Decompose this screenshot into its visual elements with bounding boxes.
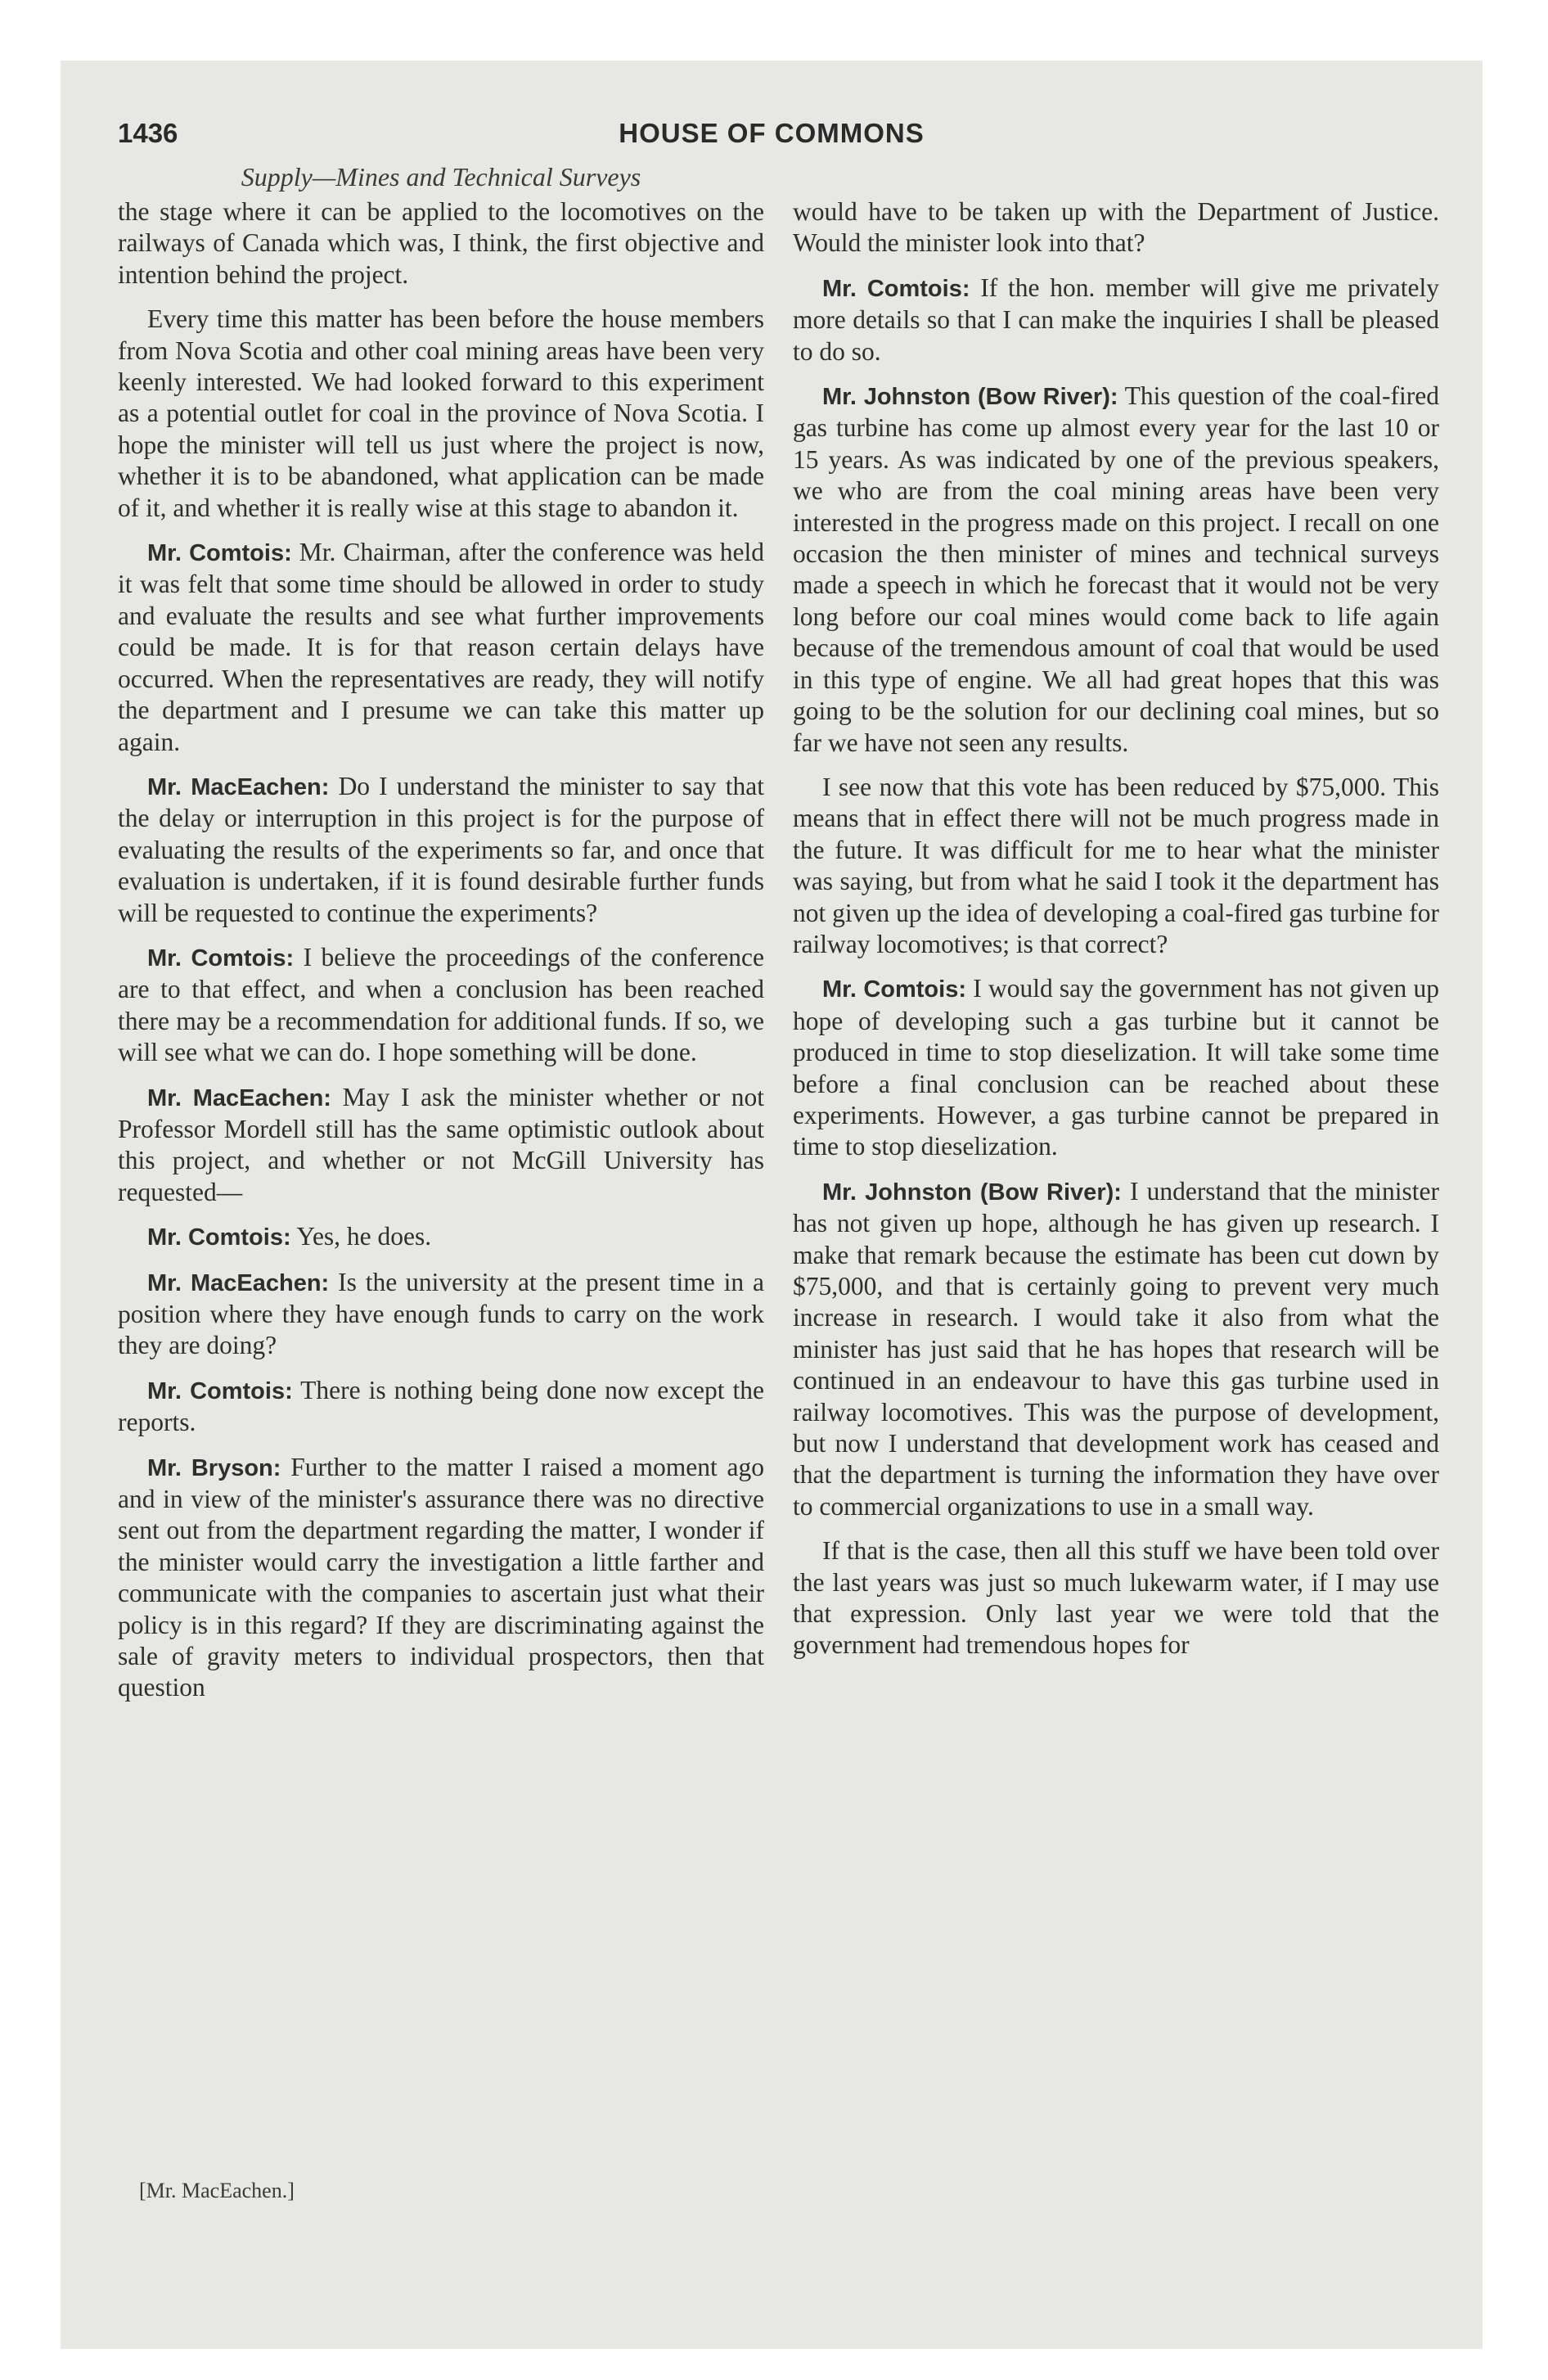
- speaker-name: Mr. Comtois:: [822, 976, 966, 1003]
- speaker-name: Mr. MacEachen:: [147, 1269, 330, 1296]
- paragraph: [118, 1375, 764, 1439]
- speaker-name: Mr. MacEachen:: [147, 773, 330, 800]
- paragraph: [118, 1082, 764, 1209]
- speaker-attribution: [Mr. MacEachen.]: [139, 2179, 295, 2202]
- page-number: 1436: [118, 118, 178, 148]
- paragraph-text: Further to the matter I raised a moment ago and in view of the minister's assurance there was no directive sent out from the department regarding the matter, I wonder if the minister would carry the investigation a little farther and communicate with the companies to ascertain just what their policy is in this regard? If they are discriminating against the sale of gravity meters to individual prospectors, then that question: [118, 1452, 765, 1702]
- paragraph-text: I would say the government has not given up hope of developing such a gas turbine but it cannot be produced in time to stop dieselization. It will take some time before a final conclusion can be reached about these experiments. However, a gas turbine cannot be prepared in time to stop dieselization.: [793, 974, 1439, 1161]
- paragraph-text: Do I understand the minister to say that the delay or interruption in this project is for the purpose of evaluating the results of the experiments so far, and once that evaluation is undertaken, if it is found desirable further funds will be requested to continue the experiments?: [118, 771, 765, 927]
- speaker-name: Mr. Comtois:: [147, 1377, 293, 1404]
- paragraph: [793, 1176, 1439, 1522]
- speaker-name: Mr. Bryson:: [147, 1454, 281, 1481]
- speaker-name: Mr. Johnston (Bow River):: [822, 384, 1118, 411]
- paragraph-text: Mr. Chairman, after the conference was held it was felt that some time should be allowed in order to study and evaluate the results and see what further improvements could be made. It is for that reason certain delays have occurred. When the representatives are ready, they will notify the department and I presume we can take this matter up again.: [118, 538, 764, 756]
- paragraph: [793, 196, 1439, 259]
- paragraph: [118, 537, 764, 758]
- paragraph-text: would have to be taken up with the Department of Justice. Would the minister look into that?: [793, 197, 1439, 258]
- paragraph: [118, 196, 764, 291]
- speaker-name: Mr. Comtois:: [147, 944, 295, 971]
- speaker-name: Mr. Comtois:: [147, 1224, 291, 1251]
- paragraph-text: Is the university at the present time in a position where they have enough funds to carry on the work they are doing?: [118, 1267, 765, 1360]
- speaker-name: Mr. Johnston (Bow River):: [822, 1179, 1122, 1206]
- paragraph-text: I see now that this vote has been reduced by $75,000. This means that in effect there will not be much progress made in the future. It was difficult for me to hear what the minister was saying, but from what he said I took it the department has not given up the idea of developing a coal-fired gas turbine for railway locomotives; is that correct?: [793, 772, 1439, 958]
- paragraph: [793, 772, 1439, 960]
- speaker-name: Mr. MacEachen:: [147, 1084, 331, 1111]
- speaker-name: Mr. Comtois:: [147, 540, 292, 567]
- speaker-name: Mr. Comtois:: [822, 275, 970, 302]
- paragraph: [793, 273, 1439, 367]
- paragraph: [118, 771, 764, 929]
- paragraph-text: If the hon. member will give me privately more details so that I can make the inquiries I shall be pleased to do so.: [793, 273, 1439, 366]
- left-column: [118, 196, 764, 1717]
- paragraph-text: There is nothing being done now except the reports.: [118, 1375, 764, 1437]
- paragraph-text: This question of the coal-fired gas turbine has come up almost every year for the last 10 or 15 years. As was indicated by one of the previous speakers, we who are from the coal mining areas have been very interested in the progress made on this project. I recall on one occasion the then minister of mines and technical surveys made a speech in which he forecast that it would not be very long before our coal mines would come back to life again because of the tremendous amount of coal that would be used in this type of engine. We all had great hopes that this was going to be the solution for our declining coal mines, but so far we have not seen any results.: [793, 381, 1439, 757]
- right-column: [793, 196, 1439, 1675]
- page-scan: [61, 61, 1483, 2349]
- paragraph: [793, 381, 1439, 759]
- paragraph: [793, 1535, 1439, 1661]
- journal-title: HOUSE OF COMMONS: [619, 118, 925, 148]
- paragraph-text: I believe the proceedings of the conference are to that effect, and when a conclusion has been reached there may be a recommendation for additional funds. If so, we will see what we can do. I hope something will be done.: [118, 942, 764, 1067]
- paragraph: [118, 1267, 764, 1362]
- section-subheading: Supply—Mines and Technical Surveys: [241, 162, 641, 192]
- paragraph-text: If that is the case, then all this stuff we have been told over the last years was just so much lukewarm water, if I may use that expression. Only last year we were told that the government had tremendous hopes for: [793, 1536, 1439, 1660]
- paragraph: [118, 304, 764, 524]
- paragraph: [793, 973, 1439, 1162]
- paragraph: [118, 942, 764, 1069]
- paragraph-text: I understand that the minister has not given up hope, although he has given up research. I make that remark because the estimate has been cut down by $75,000, and that is certainly going to prevent very much increase in research. I would take it also from what the minister has just said that he has hopes that research will be continued in an endeavour to have this gas turbine used in railway locomotives. This was the purpose of development, but now I understand that development work has ceased and that the department is turning the information they have over to commercial organizations to use in a small way.: [793, 1176, 1440, 1521]
- page-header: [118, 118, 1425, 159]
- paragraph-text: the stage where it can be applied to the locomotives on the railways of Canada which was, I think, the first objective and intention behind the project.: [118, 197, 764, 289]
- paragraph: [118, 1221, 764, 1253]
- paragraph-text: Every time this matter has been before the house members from Nova Scotia and other coal mining areas have been very keenly interested. We had looked forward to this experiment as a potential outlet for coal in the province of Nova Scotia. I hope the minister will tell us just where the project is now, whether it is to be abandoned, what application can be made of it, and whether it is really wise at this stage to abandon it.: [118, 304, 764, 522]
- paragraph-text: May I ask the minister whether or not Professor Mordell still has the same optimistic outlook about this project, and whether or not McGill University has requested—: [118, 1082, 765, 1206]
- paragraph: [118, 1452, 764, 1704]
- paragraph-text: Yes, he does.: [296, 1222, 432, 1251]
